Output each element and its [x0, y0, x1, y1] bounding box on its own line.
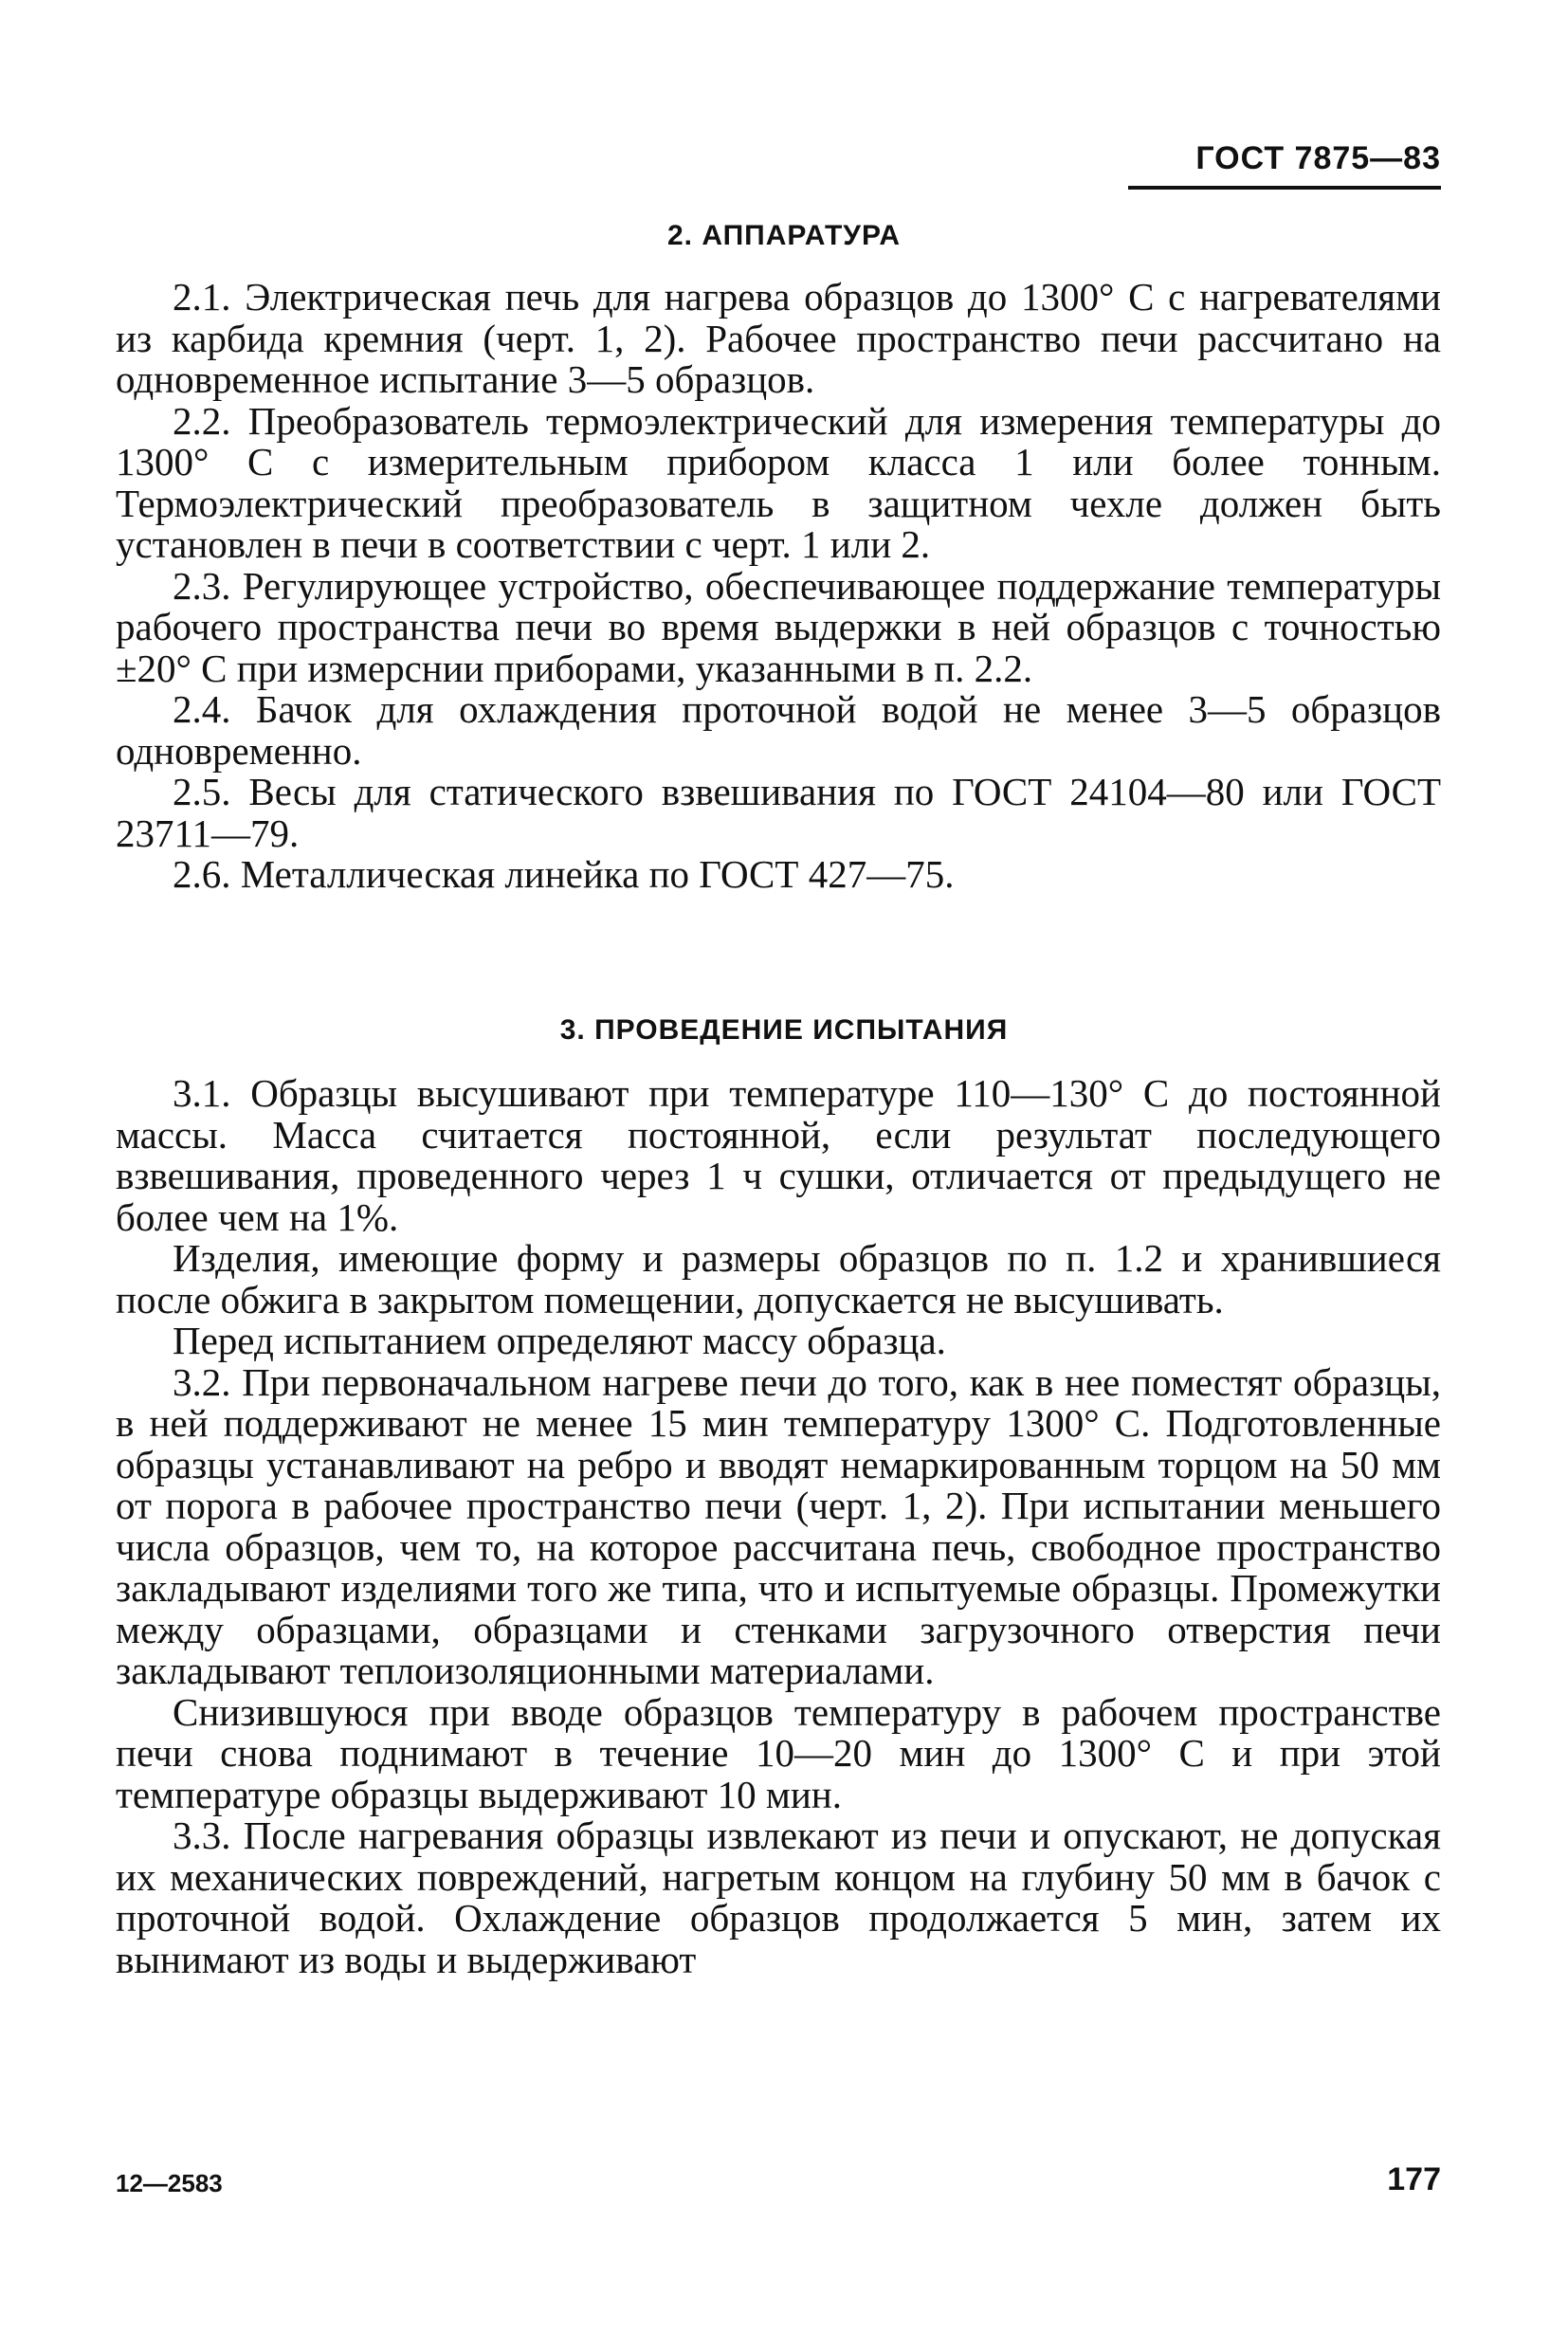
- paragraph-3-3: 3.3. После нагревания образцы извлекают из печи и опускают, не допуская их механических повреждений, нагретым концом на глубину 50 мм в бачок с проточной водой. Охлаждение образцов продолжается 5 мин, затем их вынимают из воды и выдерживают: [116, 1813, 1441, 1981]
- paragraph-3-2-reheat: Снизившуюся при вводе образцов температуру в рабочем пространстве печи снова поднимают в течение 10—20 мин до 1300° С и при этой температуре образцы выдерживают 10 мин.: [116, 1689, 1441, 1816]
- section-title-apparatus: 2. АППАРАТУРА: [667, 220, 901, 251]
- paragraph-3-2: 3.2. При первоначальном нагреве печи до того, как в нее поместят образцы, в ней поддерживают не менее 15 мин температуру 1300° С. Подготовленные образцы устанавливают на ребро и вводят немаркированным торцом на 50 мм от порога в рабочее пространство печи (черт. 1, 2). При испытании меньшего числа образцов, чем то, на которое рассчитана печь, свободное пространство закладывают изделиями того же типа, что и испытуемые образцы. Промежутки между образцами, образцами и стенками загрузочного отверстия печи закладывают теплоизоляционными материалами.: [116, 1359, 1441, 1692]
- paragraph-3-1-mass: Перед испытанием определяют массу образца.: [173, 1319, 946, 1362]
- paragraph-2-1: 2.1. Электрическая печь для нагрева образцов до 1300° С с нагревателями из карбида кремния (черт. 1, 2). Рабочее пространство печи рассчитано на одновременное испытание 3—5 образцов.: [116, 275, 1441, 401]
- paragraph-3-1: 3.1. Образцы высушивают при температуре 110—130° С до постоянной массы. Масса считается постоянной, если результат последующего взвешивания, проведенного через 1 ч сушки, отличается от предыдущего не более чем на 1%.: [116, 1071, 1441, 1239]
- page-number: 177: [1387, 2161, 1441, 2197]
- print-code: 12—2583: [116, 2169, 223, 2197]
- document-code-header: ГОСТ 7875—83: [1195, 140, 1441, 176]
- header-rule: [1128, 186, 1441, 190]
- paragraph-2-5: 2.5. Весы для статического взвешивания по ГОСТ 24104—80 или ГОСТ 23711—79.: [116, 770, 1441, 855]
- section-apparatus-body: [116, 277, 1441, 896]
- paragraph-2-2: 2.2. Преобразователь термоэлектрический для измерения температуры до 1300° С с измерительным прибором класса 1 или более тонным. Термоэлектрический преобразователь в защитном чехле должен быть установлен в печи в соответствии с черт. 1 или 2.: [116, 398, 1441, 566]
- section-testing-body: [116, 1073, 1441, 1980]
- paragraph-2-6: 2.6. Металлическая линейка по ГОСТ 427—75.: [173, 852, 955, 896]
- paragraph-3-1-note: Изделия, имеющие форму и размеры образцов по п. 1.2 и хранившиеся после обжига в закрытом помещении, допускается не высушивать.: [116, 1236, 1441, 1321]
- section-title-testing: 3. ПРОВЕДЕНИЕ ИСПЫТАНИЯ: [559, 1014, 1009, 1046]
- paragraph-2-3: 2.3. Регулирующее устройство, обеспечивающее поддержание температуры рабочего пространства печи во время выдержки в ней образцов с точностью ±20° С при измерснии приборами, указанными в п. 2.2.: [116, 563, 1441, 690]
- paragraph-2-4: 2.4. Бачок для охлаждения проточной водой не менее 3—5 образцов одновременно.: [116, 687, 1441, 773]
